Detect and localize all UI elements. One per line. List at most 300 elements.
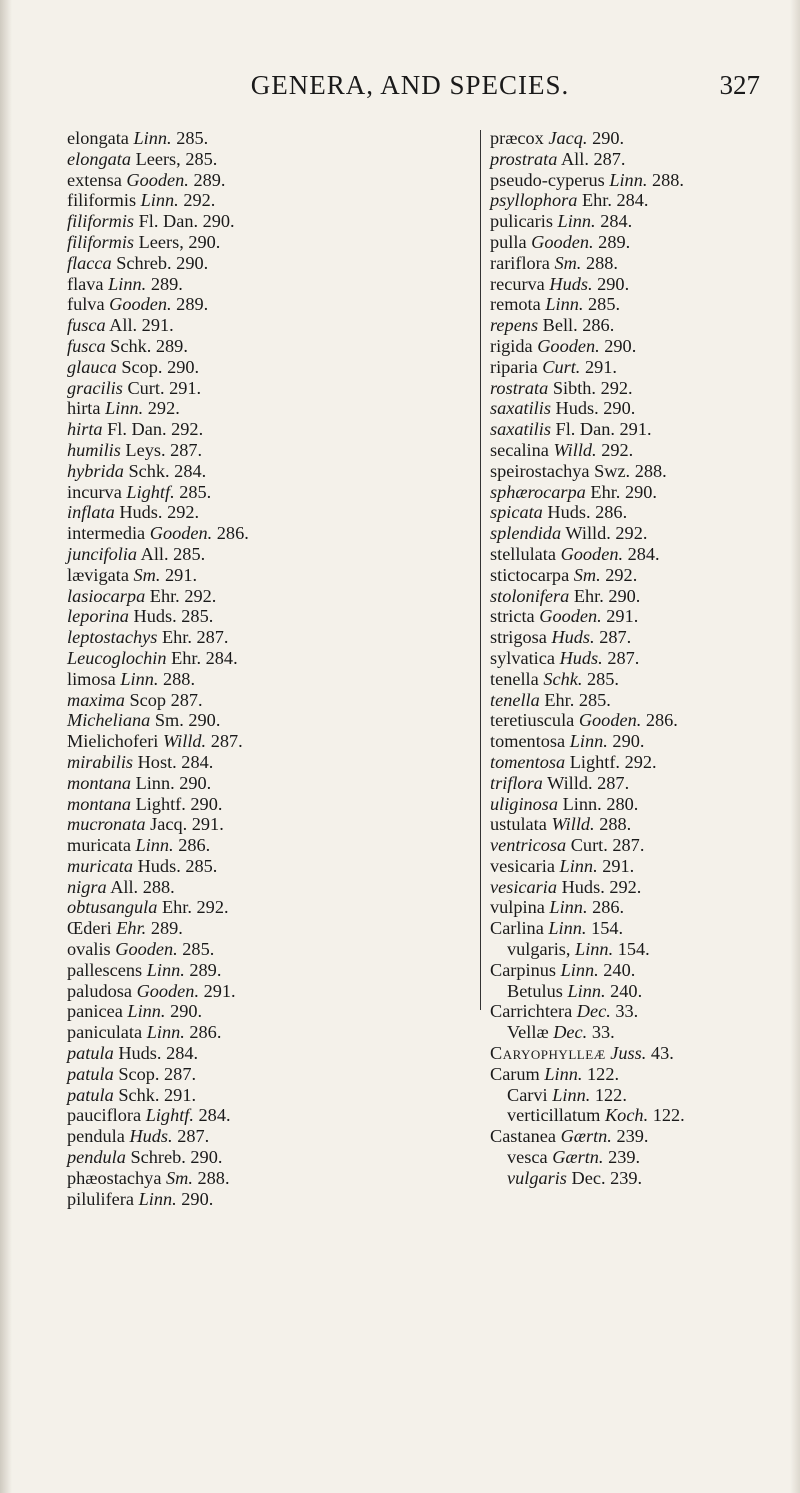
index-entry: [67, 856, 462, 877]
authority: Linn.: [557, 211, 596, 232]
page-reference: 291.: [169, 377, 202, 398]
species-name: pendula: [67, 1126, 125, 1147]
index-entry: [490, 1043, 790, 1064]
page-reference: 240.: [610, 980, 643, 1001]
authority: Huds.: [561, 876, 605, 897]
page-reference: 289.: [150, 918, 183, 939]
authority: Schk.: [543, 668, 583, 689]
page-reference: 290.: [202, 211, 235, 232]
page-reference: 292.: [600, 377, 633, 398]
authority: Sibth.: [552, 377, 597, 398]
authority: Lightf.: [145, 1105, 194, 1126]
species-name: fusca: [67, 335, 106, 356]
index-entry: [67, 336, 462, 357]
page-reference: 290.: [188, 710, 221, 731]
species-name: prostrata: [490, 148, 558, 169]
species-name: elongata: [67, 148, 131, 169]
authority: Linn.: [569, 731, 608, 752]
authority: Gooden.: [109, 294, 172, 315]
index-entry: [67, 128, 462, 149]
page-reference: 290.: [624, 481, 657, 502]
index-entry: [490, 877, 790, 898]
species-name: pulicaris: [490, 211, 553, 232]
index-entry: [67, 502, 462, 523]
species-name: psyllophora: [490, 190, 578, 211]
running-head: GENERA, AND SPECIES.: [250, 70, 570, 100]
species-name: fusca: [67, 315, 106, 336]
authority: Linn.: [552, 1084, 591, 1105]
index-entry: [490, 606, 790, 627]
species-name: rigida: [490, 335, 533, 356]
authority: All.: [109, 315, 138, 336]
page-reference: 285.: [185, 855, 218, 876]
authority: Linn.: [105, 398, 144, 419]
authority: Ehr.: [171, 647, 202, 668]
index-entry: [67, 1043, 462, 1064]
page-reference: 122.: [594, 1084, 627, 1105]
species-name: vulpina: [490, 897, 545, 918]
page-reference: 290.: [190, 793, 223, 814]
page-reference: 290.: [592, 128, 625, 148]
species-name: elongata: [67, 128, 129, 148]
authority: Ehr.: [581, 190, 612, 211]
species-name: montana: [67, 772, 131, 793]
species-name: humilis: [67, 439, 121, 460]
species-name: vesca: [507, 1147, 548, 1168]
species-name: Carpinus: [490, 959, 557, 980]
page-reference: 284.: [627, 543, 660, 564]
page-reference: 285.: [182, 939, 215, 960]
species-name: incurva: [67, 481, 122, 502]
species-name: triflora: [490, 772, 543, 793]
page-reference: 285.: [173, 543, 206, 564]
page-reference: 290.: [608, 585, 641, 606]
authority: Curt.: [127, 377, 165, 398]
species-name: hirta: [67, 398, 101, 419]
species-name: spicata: [490, 502, 543, 523]
page-reference: 287.: [196, 627, 229, 648]
authority: Linn.: [567, 980, 606, 1001]
index-entry: [490, 211, 790, 232]
authority: Gooden.: [539, 606, 602, 627]
authority: Fl. Dan.: [107, 419, 167, 440]
authority: Huds.: [555, 398, 599, 419]
authority: Lightf.: [135, 793, 186, 814]
authority: Lightf.: [126, 481, 175, 502]
authority: Gooden.: [126, 169, 189, 190]
index-entry: [67, 274, 462, 295]
authority: Linn.: [127, 1001, 166, 1022]
species-name: vulgaris: [507, 1167, 567, 1188]
page-reference: 239.: [608, 1147, 641, 1168]
species-name: splendida: [490, 523, 562, 544]
species-name: speirostachya: [490, 460, 590, 481]
page-reference: 287.: [170, 689, 203, 710]
column-divider: [480, 130, 481, 1010]
index-entry: [490, 627, 790, 648]
page-reference: 289.: [176, 294, 209, 315]
index-entry: [490, 419, 790, 440]
page-reference: 285.: [181, 606, 214, 627]
index-entry: [490, 294, 790, 315]
species-name: muricata: [67, 835, 131, 856]
page-reference: 291.: [203, 980, 236, 1001]
authority: Linn.: [138, 1188, 177, 1209]
index-entry: [67, 149, 462, 170]
index-entry: [490, 1001, 790, 1022]
page-reference: 292.: [167, 502, 200, 523]
index-entry: [67, 398, 462, 419]
species-name: fulva: [67, 294, 105, 315]
species-name: intermedia: [67, 523, 146, 544]
species-name: secalina: [490, 439, 549, 460]
index-entry: [490, 1168, 790, 1189]
species-name: teretiuscula: [490, 710, 575, 731]
page-reference: 291.: [606, 606, 639, 627]
index-entry: [490, 190, 790, 211]
page-reference: 284.: [198, 1105, 231, 1126]
authority: Huds.: [551, 627, 595, 648]
page-reference: 288.: [142, 876, 175, 897]
page-reference: 285.: [179, 481, 212, 502]
authority: Linn.: [548, 918, 587, 939]
authority: Schk.: [118, 1084, 160, 1105]
species-name: verticillatum: [507, 1105, 601, 1126]
species-name: juncifolia: [67, 543, 138, 564]
species-name: tomentosa: [490, 731, 566, 752]
page-reference: 286.: [178, 835, 211, 856]
page-reference: 292.: [624, 751, 657, 772]
index-entry: [67, 1001, 462, 1022]
page-reference: 287.: [612, 835, 645, 856]
page-reference: 290.: [179, 772, 212, 793]
page-reference: 292.: [147, 398, 180, 419]
species-name: sylvatica: [490, 647, 555, 668]
species-name: Carlina: [490, 918, 544, 939]
species-name: extensa: [67, 169, 122, 190]
index-entry: [67, 710, 462, 731]
species-name: inflata: [67, 502, 115, 523]
page-reference: 292.: [183, 190, 216, 211]
species-name: obtusangula: [67, 897, 158, 918]
authority: Dec.: [576, 1001, 611, 1022]
species-name: saxatilis: [490, 398, 551, 419]
species-name: tomentosa: [490, 751, 566, 772]
index-entry: [67, 835, 462, 856]
authority: Linn.: [135, 772, 175, 793]
species-name: tenella: [490, 668, 539, 689]
page-reference: 292.: [609, 876, 642, 897]
page-reference: 284.: [616, 190, 649, 211]
species-name: mirabilis: [67, 751, 134, 772]
authority: Sm.: [554, 252, 582, 273]
authority: Schk.: [128, 460, 170, 481]
index-entry: [490, 398, 790, 419]
index-entry: [490, 378, 790, 399]
page-reference: 287.: [164, 1063, 197, 1084]
authority: Curt.: [570, 835, 608, 856]
authority: Linn.: [562, 793, 602, 814]
page-shadow-left: [0, 0, 12, 1493]
authority: Jacq.: [548, 128, 588, 148]
index-entry: [67, 523, 462, 544]
page-reference: 289.: [150, 273, 183, 294]
index-entry: [490, 149, 790, 170]
page-reference: 292.: [196, 897, 229, 918]
authority: Sm.: [154, 710, 184, 731]
species-name: mucronata: [67, 814, 146, 835]
index-entry: [490, 1126, 790, 1147]
page-reference: 285.: [588, 294, 621, 315]
authority: Schk.: [110, 335, 152, 356]
authority: Bell.: [542, 315, 578, 336]
species-name: tenella: [490, 689, 540, 710]
page-reference: 33.: [615, 1001, 639, 1022]
page-reference: 286.: [645, 710, 678, 731]
index-entry: [490, 1064, 790, 1085]
authority: Huds.: [549, 273, 593, 294]
page-reference: 291.: [602, 855, 635, 876]
index-entry: [67, 586, 462, 607]
page-reference: 292.: [171, 419, 204, 440]
index-entry: [490, 773, 790, 794]
species-name: filiformis: [67, 190, 137, 211]
index-entry: [67, 814, 462, 835]
index-entry: [490, 253, 790, 274]
authority: Linn.: [560, 959, 599, 980]
index-entry: [490, 731, 790, 752]
authority: Ehr.: [573, 585, 604, 606]
index-entry: [490, 440, 790, 461]
index-entry: [490, 710, 790, 731]
authority: Huds.: [129, 1126, 173, 1147]
index-entry: [67, 190, 462, 211]
species-name: pseudo-cyperus: [490, 169, 605, 190]
page-reference: 290.: [190, 1147, 223, 1168]
authority: Linn.: [609, 169, 648, 190]
page-reference: 290.: [188, 231, 221, 252]
page-number: 327: [719, 70, 760, 100]
authority: Gooden.: [136, 980, 200, 1001]
index-entry: [67, 440, 462, 461]
index-entry: [490, 939, 790, 960]
species-name: maxima: [67, 689, 125, 710]
authority: Huds.: [133, 606, 177, 627]
authority: Ehr.: [161, 897, 192, 918]
index-entry: [490, 232, 790, 253]
page-reference: 288.: [634, 460, 667, 481]
authority: Ehr.: [544, 689, 575, 710]
index-entry: [490, 918, 790, 939]
index-column-left: [67, 128, 462, 1209]
authority: Linn.: [146, 1022, 185, 1043]
page-reference: 287.: [593, 148, 626, 169]
species-name: hybrida: [67, 460, 124, 481]
page-reference: 290.: [597, 273, 630, 294]
authority: Ehr.: [116, 918, 147, 939]
species-name: filiformis: [67, 231, 135, 252]
species-name: Leucoglochin: [67, 647, 167, 668]
authority: Fl. Dan.: [138, 211, 199, 232]
species-name: ventricosa: [490, 835, 567, 856]
species-name: montana: [67, 793, 131, 814]
authority: Linn.: [549, 897, 588, 918]
species-name: Betulus: [507, 980, 563, 1001]
index-entry: [67, 752, 462, 773]
authority: Linn.: [140, 190, 179, 211]
authority: Huds.: [118, 1043, 162, 1064]
page-reference: 285.: [185, 148, 218, 169]
index-entry: [490, 502, 790, 523]
index-entry: [67, 731, 462, 752]
index-entry: [67, 253, 462, 274]
authority: Sm.: [166, 1167, 193, 1188]
species-name: vesicaria: [490, 855, 555, 876]
index-entry: [490, 461, 790, 482]
page-reference: 292.: [605, 564, 638, 585]
authority: Linn.: [133, 128, 172, 148]
authority: Schreb.: [116, 252, 172, 273]
authority: Huds.: [559, 647, 603, 668]
page-reference: 290.: [612, 731, 645, 752]
index-entry: [490, 274, 790, 295]
page-reference: 285.: [176, 128, 209, 148]
index-entry: [490, 357, 790, 378]
authority: Schreb.: [130, 1147, 186, 1168]
authority: Huds.: [137, 855, 181, 876]
index-entry: [67, 1022, 462, 1043]
page-reference: 285.: [578, 689, 611, 710]
index-entry: [67, 1064, 462, 1085]
index-entry: [67, 1147, 462, 1168]
page-reference: 239.: [616, 1126, 649, 1147]
index-entry: [67, 897, 462, 918]
species-name: Carrichtera: [490, 1001, 573, 1022]
page-reference: 291.: [191, 814, 224, 835]
index-entry: [490, 835, 790, 856]
index-entry: [490, 482, 790, 503]
index-entry: [490, 315, 790, 336]
species-name: pallescens: [67, 959, 143, 980]
species-name: filiformis: [67, 211, 135, 232]
species-name: ustulata: [490, 814, 547, 835]
index-entry: [67, 232, 462, 253]
page-header: [60, 70, 760, 110]
species-name: pauciflora: [67, 1105, 142, 1126]
species-name: gracilis: [67, 377, 123, 398]
authority: Fl. Dan.: [555, 419, 615, 440]
species-name: pendula: [67, 1147, 126, 1168]
index-entry: [490, 586, 790, 607]
authority: Gooden.: [115, 939, 178, 960]
species-name: paludosa: [67, 980, 132, 1001]
page-shadow-right: [790, 0, 800, 1493]
index-entry: [67, 794, 462, 815]
authority: Linn.: [575, 939, 614, 960]
authority: Linn.: [544, 1063, 583, 1084]
authority: Scop.: [121, 356, 163, 377]
authority: Gooden.: [531, 231, 594, 252]
species-name: vesicaria: [490, 876, 558, 897]
index-column-right: [490, 128, 790, 1189]
authority: Swz.: [594, 460, 631, 481]
page-reference: 291.: [141, 315, 174, 336]
authority: Huds.: [119, 502, 163, 523]
index-entry: [490, 1085, 790, 1106]
page-reference: 288.: [652, 169, 684, 190]
page-reference: 292.: [601, 439, 634, 460]
index-entry: [490, 981, 790, 1002]
page-reference: 290.: [603, 398, 636, 419]
authority: Leys.: [125, 439, 166, 460]
page-reference: 290.: [181, 1188, 214, 1209]
index-entry: [490, 690, 790, 711]
page-reference: 291.: [165, 564, 198, 585]
page-reference: 287.: [177, 1126, 210, 1147]
index-entry: [490, 752, 790, 773]
page-reference: 122.: [652, 1105, 685, 1126]
authority: Willd.: [553, 439, 597, 460]
page-reference: 287.: [607, 647, 640, 668]
page-reference: 154.: [591, 918, 624, 939]
index-entry: [490, 648, 790, 669]
authority: Linn.: [108, 273, 147, 294]
authority: Willd.: [547, 772, 593, 793]
page-reference: 287.: [210, 731, 243, 752]
index-entry: [67, 170, 462, 191]
authority: Sm.: [573, 564, 601, 585]
species-name: strigosa: [490, 627, 547, 648]
page-reference: 289.: [189, 959, 222, 980]
species-name: pulla: [490, 231, 527, 252]
species-name: Œderi: [67, 918, 112, 939]
species-name: Mielichoferi: [67, 731, 159, 752]
species-name: leptostachys: [67, 627, 158, 648]
species-name: phæostachya: [67, 1167, 162, 1188]
species-name: saxatilis: [490, 419, 551, 440]
species-name: flacca: [67, 252, 112, 273]
authority: Juss.: [610, 1043, 647, 1064]
index-entry: [67, 939, 462, 960]
species-name: stolonifera: [490, 585, 570, 606]
index-entry: [67, 606, 462, 627]
authority: All.: [140, 543, 169, 564]
page-reference: 280.: [606, 793, 639, 814]
index-entry: [490, 170, 790, 191]
page-reference: 288.: [599, 814, 632, 835]
species-name: repens: [490, 315, 539, 336]
page-reference: 289.: [193, 169, 226, 190]
index-entry: [490, 897, 790, 918]
index-entry: [67, 315, 462, 336]
page-reference: 291.: [164, 1084, 197, 1105]
index-entry: [67, 648, 462, 669]
index-entry: [67, 1126, 462, 1147]
authority: Willd.: [162, 731, 207, 752]
species-name: rariflora: [490, 252, 550, 273]
index-entry: [490, 565, 790, 586]
species-name: nigra: [67, 876, 107, 897]
species-name: patula: [67, 1084, 114, 1105]
authority: Willd.: [565, 523, 611, 544]
index-entry: [67, 960, 462, 981]
page-reference: 284.: [205, 647, 238, 668]
species-name: stellulata: [490, 543, 556, 564]
authority: Ehr.: [149, 585, 180, 606]
species-name: Caryophylleæ: [490, 1043, 606, 1064]
page-reference: 290.: [176, 252, 209, 273]
index-entry: [67, 773, 462, 794]
